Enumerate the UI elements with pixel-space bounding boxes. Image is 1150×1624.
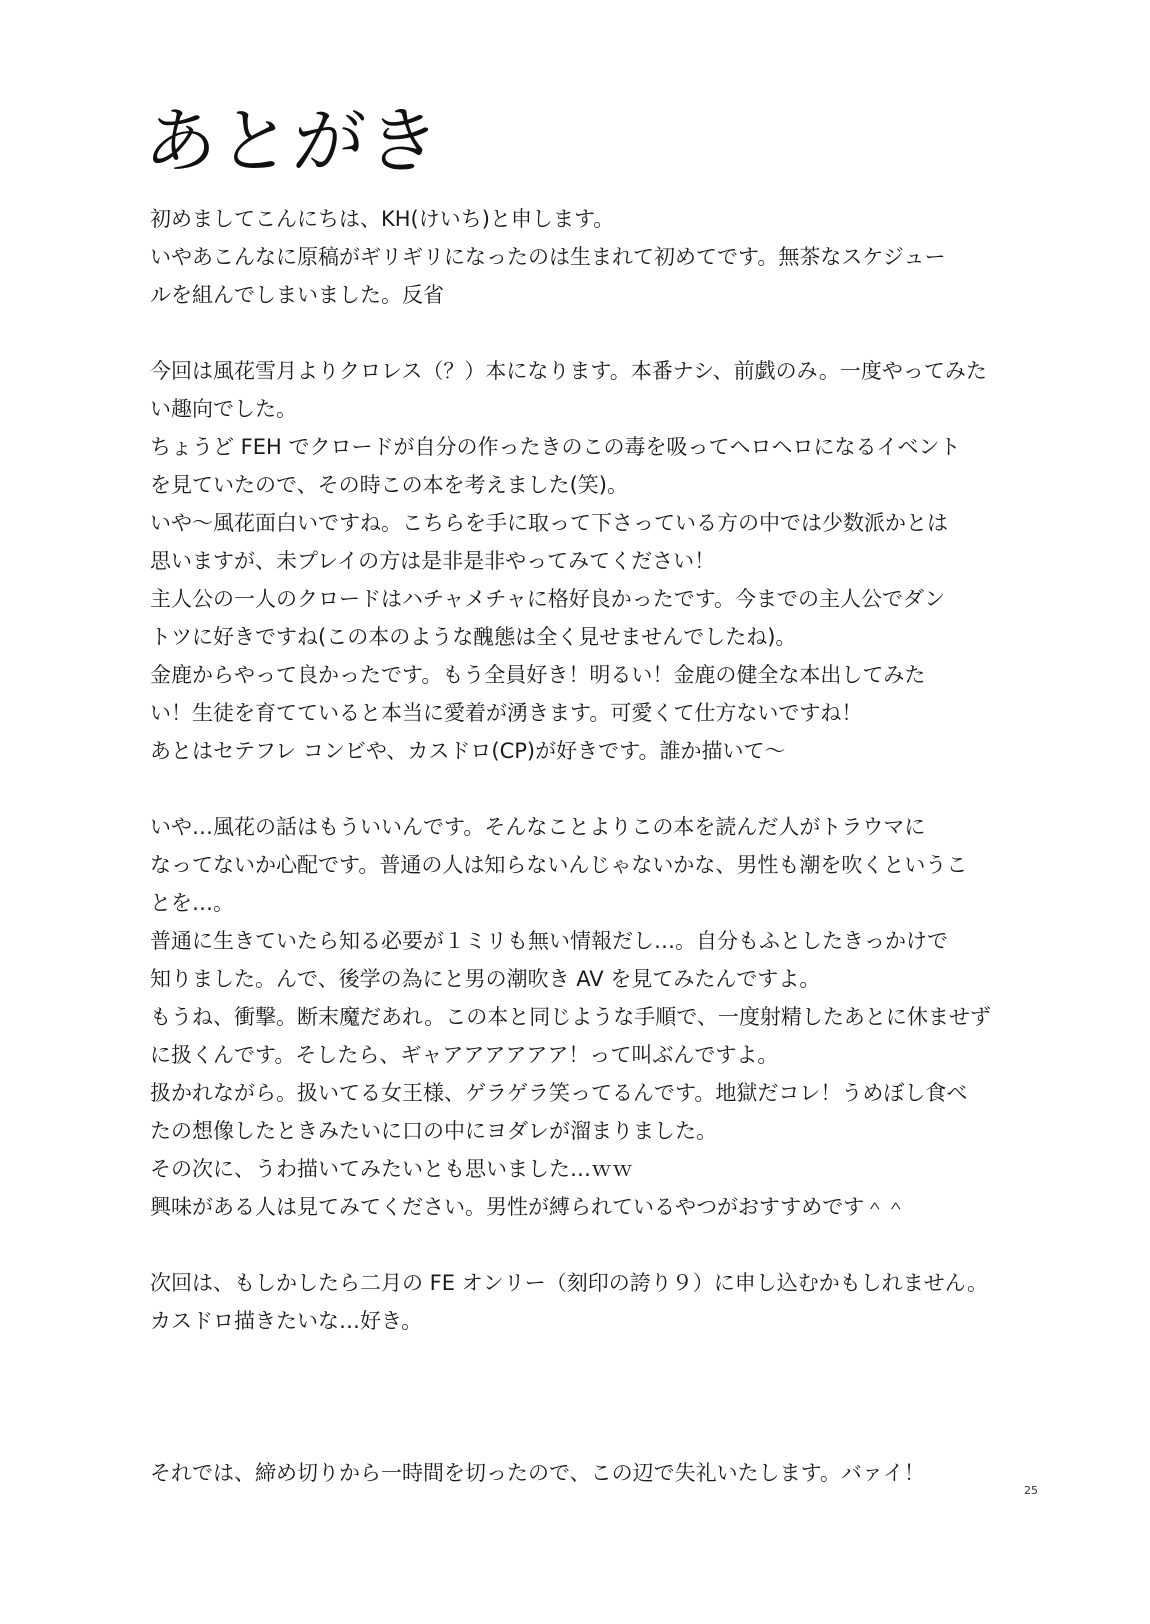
text-line: たの想像したときみたいに口の中にヨダレが溜まりました。 (150, 1119, 717, 1143)
afterword-body (150, 200, 1030, 1492)
text-line: 今回は風花雪月よりクロレス（？）本になります。本番ナシ、前戯のみ。一度やってみた (150, 359, 987, 383)
text-line: 初めましてこんにちは、KH(けいち)と申します。 (150, 207, 615, 231)
text-line: いやあこんなに原稿がギリギリになったのは生まれて初めてです。無茶なスケジュー (150, 245, 946, 269)
text-line: いや…風花の話はもういいんです。そんなことよりこの本を読んだ人がトラウマに (150, 815, 926, 839)
text-line: 思いますが、未プレイの方は是非是非やってみてください！ (150, 549, 716, 573)
text-line: なってないか心配です。普通の人は知らないんじゃないかな、男性も潮を吹くというこ (150, 853, 968, 877)
paragraph-gap (150, 1226, 1030, 1264)
text-line: 知りました。んで、後学の為にと男の潮吹き AV を見てみたんですよ。 (150, 967, 821, 991)
text-line: 主人公の一人のクロードはハチャメチャに格好良かったです。今までの主人公でダン (150, 587, 946, 611)
text-line: ルを組んでしまいました。反省 (150, 283, 444, 307)
text-line: それでは、締め切りから一時間を切ったので、この辺で失礼いたします。バァイ！ (150, 1461, 925, 1485)
text-line: 扱かれながら。扱いてる女王様、ゲラゲラ笑ってるんです。地獄だコレ！うめぼし食べ (150, 1081, 968, 1105)
text-line: ちょうど FEH でクロードが自分の作ったきのこの毒を吸ってヘロヘロになるイベント (150, 435, 961, 459)
text-line: とを…。 (150, 891, 234, 915)
text-line: い趣向でした。 (150, 397, 297, 421)
paragraph-gap (150, 1378, 1030, 1416)
text-line: トツに好きですね(この本のような醜態は全く見せませんでしたね)。 (150, 625, 797, 649)
paragraph-gap (150, 314, 1030, 352)
paragraph-gap (150, 1416, 1030, 1454)
text-line: いや～風花面白いですね。こちらを手に取って下さっている方の中では少数派かとは (150, 511, 948, 535)
text-line: もうね、衝撃。断末魔だあれ。この本と同じような手順で、一度射精したあとに休ませず (150, 1005, 991, 1029)
text-line: 次回は、もしかしたら二月の FE オンリー（刻印の誇り９）に申し込むかもしれません。 (150, 1271, 988, 1295)
text-line: に扱くんです。そしたら、ギャアアアアアア！って叫ぶんですよ。 (150, 1043, 779, 1067)
text-line: い！生徒を育てていると本当に愛着が湧きます。可愛くて仕方ないですね！ (150, 701, 863, 725)
text-line: を見ていたので、その時この本を考えました(笑)。 (150, 473, 628, 497)
text-line: 普通に生きていたら知る必要が１ミリも無い情報だし…。自分もふとしたきっかけで (150, 929, 948, 953)
text-line: その次に、うわ描いてみたいとも思いました…ｗｗ (150, 1157, 633, 1181)
page-number: 25 (1024, 1484, 1038, 1497)
page-title: あとがき (142, 99, 444, 183)
paragraph-gap (150, 1340, 1030, 1378)
text-line: あとはセテフレ コンビや、カスドロ(CP)が好きです。誰か描いて～ (150, 739, 786, 763)
text-line: カスドロ描きたいな…好き。 (150, 1309, 423, 1333)
text-line: 興味がある人は見てみてください。男性が縛られているやつがおすすめです＾＾ (150, 1195, 907, 1219)
text-line: 金鹿からやって良かったです。もう全員好き！明るい！金鹿の健全な本出してみた (150, 663, 926, 687)
paragraph-gap (150, 770, 1030, 808)
